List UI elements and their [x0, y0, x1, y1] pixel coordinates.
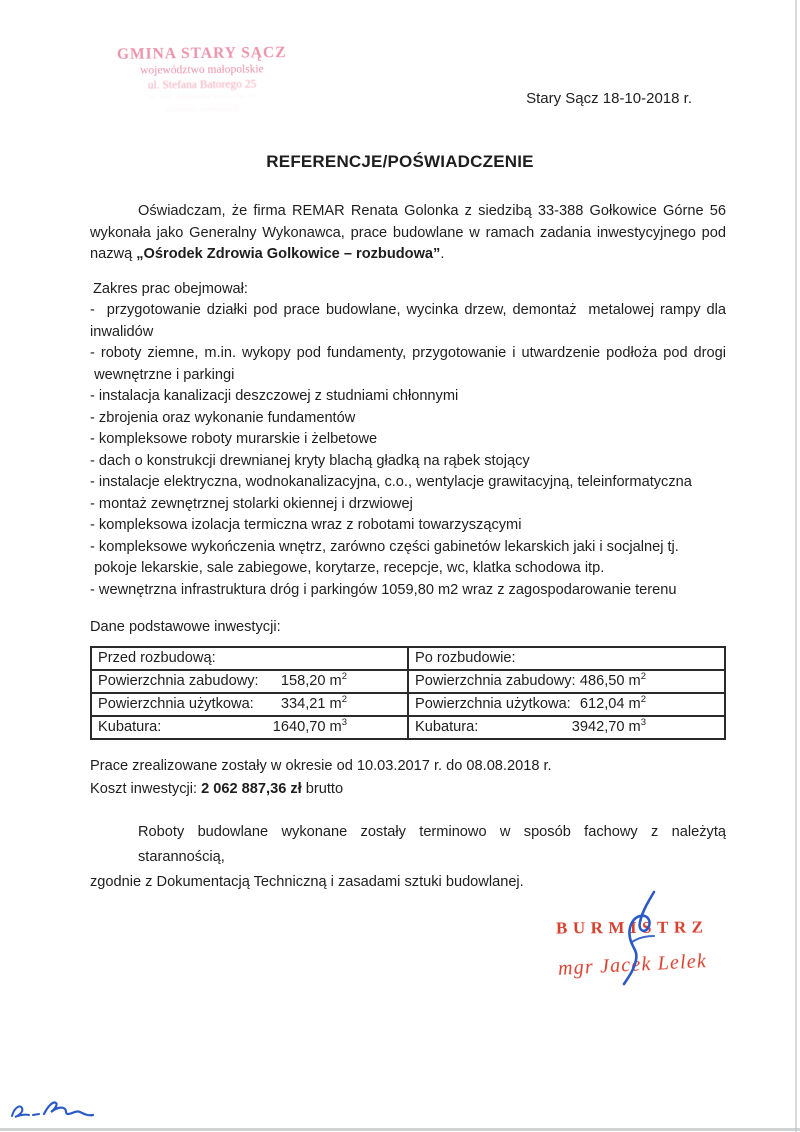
handwritten-signature-icon [610, 886, 674, 990]
row-value: 1640,70 $m^3$ [272, 716, 347, 735]
investment-data-table [90, 646, 726, 740]
corner-initials-icon [6, 1094, 102, 1128]
scan-edge-bottom [0, 1128, 800, 1131]
row-label: Powierzchnia zabudowy: [98, 672, 259, 689]
table-row [91, 693, 725, 716]
page-title: REFERENCJE/POŚWIADCZENIE [266, 152, 534, 171]
document-body [90, 201, 731, 895]
list-item: wewnętrzne i parkingi [90, 366, 235, 383]
list-item: - instalacje elektryczna, wodnokanalizacyjna, c.o., wentylacje grawitacyjną, teleinformatyczna [90, 474, 692, 490]
list-item: - roboty ziemne, m.in. wykopy pod fundamenty, przygotowanie i utwardzenie podłoża pod drogi [90, 345, 726, 361]
scope-list [90, 300, 726, 601]
list-item: - kompleksowe wykończenia wnętrz, zarówno części gabinetów lekarskich jaki i socjalnej tj. [90, 538, 679, 555]
row-label: Kubatura: [415, 718, 479, 735]
stamp-line-2: województwo małopolskie [140, 63, 264, 78]
period-line: Prace zrealizowane zostały w okresie od 10.03.2017 r. do 08.08.2018 r. [90, 757, 552, 774]
list-item: - instalacja kanalizacji deszczowej z studniami chłonnymi [90, 388, 459, 404]
intro-line: wykonała jako Generalny Wykonawca, prace budowlane w ramach zadania inwestycyjnego pod [90, 224, 726, 241]
table-heading: Dane podstawowe inwestycji: [90, 619, 281, 635]
table-row [91, 647, 725, 670]
cost-amount: 2 062 887,36 zł [201, 780, 302, 797]
row-value: 334,21 $m^2$ [280, 693, 347, 712]
scope-heading: Zakres prac obejmował: [93, 280, 248, 297]
list-item: - montaż zewnętrznej stolarki okiennej i drzwiowej [90, 495, 413, 512]
cost-line: Koszt inwestycji: 2 062 887,36 zł brutto [90, 780, 344, 797]
stamp-line-3: ul. Stefana Batorego 25 [147, 78, 257, 92]
closing-line: Roboty budowlane wykonane zostały terminowo w sposób fachowy z należytą starannością, [138, 823, 731, 865]
row-label: Powierzchnia użytkowa: [415, 695, 571, 712]
stamp-line-1: GMINA STARY SĄCZ [116, 44, 287, 63]
date-line: Stary Sącz 18-10-2018 r. [526, 90, 692, 107]
stamp-line-4-faded: ·· ··· ········ ···· ·· ·· [147, 91, 257, 104]
row-value: 3942,70 $m^3$ [571, 716, 646, 735]
row-value: 612,04 $m^2$ [579, 693, 646, 712]
closing-paragraph [90, 820, 731, 895]
list-item: - zbrojenia oraz wykonanie fundamentów [90, 409, 356, 426]
row-value: 158,20 $m^2$ [280, 670, 347, 689]
municipality-stamp [92, 43, 313, 118]
intro-paragraph [90, 201, 726, 266]
list-item: pokoje lekarskie, sale zabiegowe, korytarze, recepcje, wc, klatka schodowa itp. [90, 560, 605, 576]
row-label: Kubatura: [98, 718, 162, 735]
list-item: inwalidów [90, 323, 154, 340]
list-item: - kompleksowa izolacja termiczna wraz z robotami towarzyszącymi [90, 517, 522, 533]
mayor-stamp-role: BURMISTRZ [555, 917, 709, 938]
table-header-after: Po rozbudowie: [408, 647, 725, 670]
table-row [91, 716, 725, 739]
list-item: - przygotowanie działki pod prace budowlane, wycinka drzew, demontaż metalowej rampy dla [90, 302, 726, 318]
project-name: „Ośrodek Zdrowia Golkowice – rozbudowa” [136, 246, 441, 262]
stamp-line-5-faded: ······· ········· [165, 104, 239, 117]
row-label: Powierzchnia zabudowy: [415, 672, 576, 689]
scan-edge-right [795, 0, 797, 1132]
row-value: 486,50 $m^2$ [579, 670, 646, 689]
table-row [91, 670, 725, 693]
mayor-stamp-name: mgr Jacek Lelek [557, 950, 708, 980]
table-header-before: Przed rozbudową: [91, 647, 408, 670]
row-label: Powierzchnia użytkowa: [98, 695, 254, 712]
list-item: - wewnętrzna infrastruktura dróg i parkingów 1059,80 m2 wraz z zagospodarowanie terenu [90, 581, 677, 598]
closing-line: zgodnie z Dokumentacją Techniczną i zasadami sztuki budowlanej. [90, 873, 524, 890]
list-item: - dach o konstrukcji drewnianej kryty blachą gładką na rąbek stojący [90, 452, 530, 469]
list-item: - kompleksowe roboty murarskie i żelbetowe [90, 431, 378, 447]
intro-line: Oświadczam, że firma REMAR Renata Golonka z siedzibą 33-388 Gołkowice Górne 56 [138, 203, 726, 219]
intro-line: nazwą „Ośrodek Zdrowia Golkowice – rozbudowa”. [90, 246, 445, 262]
